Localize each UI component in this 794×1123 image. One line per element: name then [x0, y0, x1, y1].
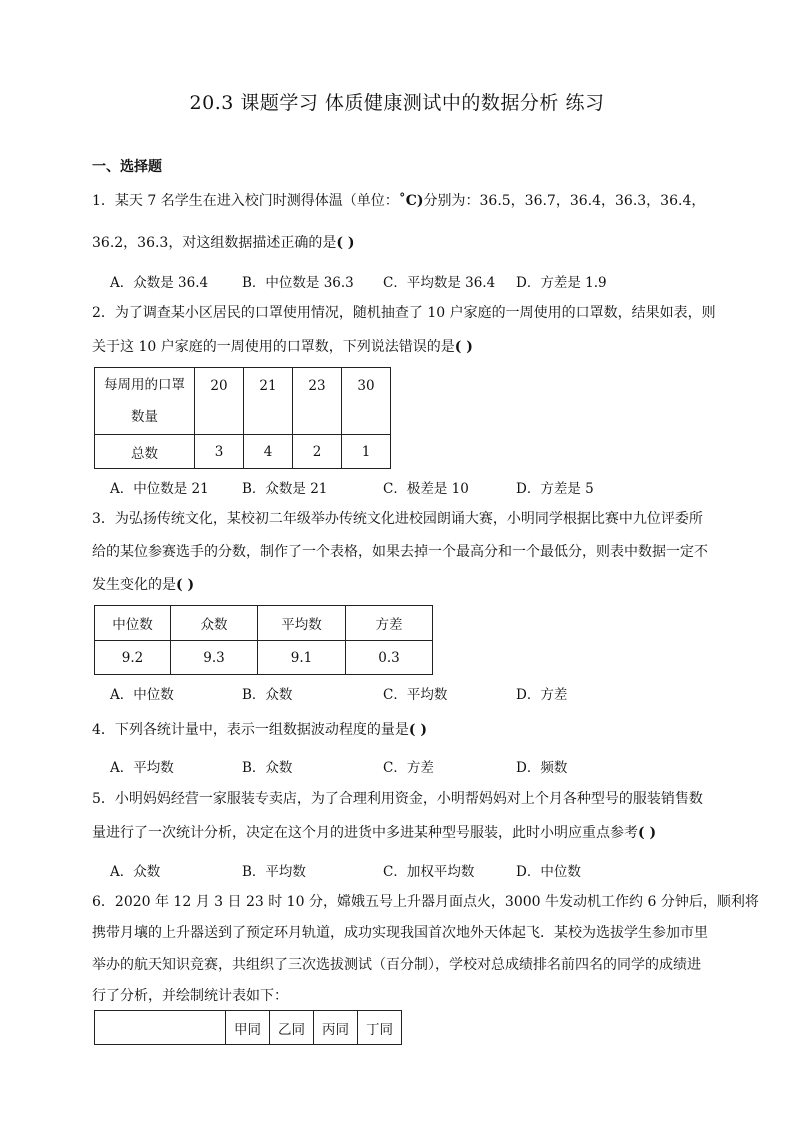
q6-table-header: 丁同 [358, 1011, 402, 1045]
q6-line-2: 携带月壤的上升器送到了预定环月轨道，成功实现我国首次地外天体起飞．某校为选拔学生参加市里 [92, 925, 708, 941]
q3-table [94, 605, 433, 675]
q2-table-count: 3 [195, 435, 244, 469]
q3-line-1: 3．为弘扬传统文化，某校初二年级举办传统文化进校园朗诵大赛，小明同学根据比赛中九位评委所 [92, 511, 703, 527]
q3-table-header: 方差 [346, 606, 433, 641]
q6-line-4: 行了分析，并绘制统计表如下： [92, 988, 288, 1004]
q6-table-header: 乙同 [270, 1011, 314, 1045]
q3-table-value: 9.1 [258, 641, 346, 675]
q1-line-2: 36.2，36.3，对这组数据描述正确的是( ) [92, 235, 355, 251]
q2-table-count: 1 [342, 435, 391, 469]
q3-line-2: 给的某位参赛选手的分数，制作了一个表格，如果去掉一个最高分和一个最低分，则表中数据一定不 [92, 544, 708, 560]
q1-line-1: 1．某天 7 名学生在进入校门时测得体温（单位：˚C)分别为：36.5，36.7，36.4，36.3，36.4， [92, 193, 706, 209]
q4-option-d: D．频数 [516, 760, 568, 776]
q2-option-d: D．方差是 5 [516, 481, 594, 497]
q5-answer-paren: ( ) [638, 825, 657, 841]
q6-table-corner [95, 1011, 226, 1045]
q3-option-a: A．中位数 [110, 687, 174, 703]
q2-line-2: 关于这 10 户家庭的一周使用的口罩数，下列说法错误的是( ) [92, 339, 473, 355]
q6-line-3: 举办的航天知识竞赛，共组织了三次选拔测试（百分制），学校对总成绩排名前四名的同学的成绩进 [92, 957, 701, 973]
q5-option-c: C．加权平均数 [383, 864, 475, 880]
q2-table [94, 367, 391, 469]
q3-table-value: 9.3 [171, 641, 258, 675]
q5-line-2: 量进行了一次统计分析，决定在这个月的进货中多进某种型号服装，此时小明应重点参考( ) [92, 825, 657, 841]
q1-option-a: A．众数是 36.4 [110, 275, 209, 291]
q2-answer-paren: ( ) [454, 339, 473, 355]
q2-table-row-label: 总数 [95, 435, 195, 469]
q2-table-value: 30 [342, 368, 391, 435]
q3-table-value: 9.2 [95, 641, 171, 675]
q2-table-value: 20 [195, 368, 244, 435]
q4-option-b: B．众数 [242, 760, 293, 776]
page-title: 20.3 课题学习 体质健康测试中的数据分析 练习 [189, 92, 605, 114]
q3-answer-paren: ( ) [176, 577, 195, 593]
q4-option-c: C．方差 [383, 760, 434, 776]
q2-table-value: 21 [244, 368, 293, 435]
section-heading: 一、选择题 [92, 159, 162, 175]
q1-answer-paren: ( ) [336, 235, 355, 251]
q5-line-1: 5．小明妈妈经营一家服装专卖店，为了合理利用资金，小明帮妈妈对上个月各种型号的服装销售数 [92, 791, 703, 807]
q6-table-header: 丙同 [314, 1011, 358, 1045]
q3-table-header: 众数 [171, 606, 258, 641]
q1-option-d: D．方差是 1.9 [516, 275, 607, 291]
q3-table-header: 中位数 [95, 606, 171, 641]
q2-table-count: 4 [244, 435, 293, 469]
q2-table-header: 每周用的口罩 数量 [95, 368, 195, 435]
q5-option-d: D．中位数 [516, 864, 581, 880]
q3-table-header: 平均数 [258, 606, 346, 641]
q3-option-b: B．众数 [242, 687, 293, 703]
q1-unit: ˚C) [398, 193, 424, 209]
q1-option-c: C．平均数是 36.4 [383, 275, 496, 291]
q3-table-value: 0.3 [346, 641, 433, 675]
q2-line-1: 2．为了调查某小区居民的口罩使用情况，随机抽查了 10 户家庭的一周使用的口罩数，结果如表，则 [92, 305, 716, 321]
q5-option-a: A．众数 [110, 864, 161, 880]
q3-line-3: 发生变化的是( ) [92, 577, 195, 593]
q2-table-value: 23 [293, 368, 342, 435]
q6-line-1: 6．2020 年 12 月 3 日 23 时 10 分，嫦娥五号上升器月面点火，3000 牛发动机工作约 6 分钟后，顺利将 [92, 894, 759, 910]
q2-table-count: 2 [293, 435, 342, 469]
q5-option-b: B．平均数 [242, 864, 306, 880]
q3-option-d: D．方差 [516, 687, 568, 703]
q3-option-c: C．平均数 [383, 687, 448, 703]
q4-option-a: A．平均数 [110, 760, 174, 776]
q2-option-a: A．中位数是 21 [110, 481, 209, 497]
q4-line-1: 4．下列各统计量中，表示一组数据波动程度的量是( ) [92, 722, 428, 738]
q2-option-b: B．众数是 21 [242, 481, 328, 497]
q6-table-header: 甲同 [226, 1011, 270, 1045]
q2-option-c: C．极差是 10 [383, 481, 469, 497]
q6-table [94, 1010, 402, 1045]
q4-answer-paren: ( ) [408, 722, 428, 738]
q1-option-b: B．中位数是 36.3 [242, 275, 354, 291]
